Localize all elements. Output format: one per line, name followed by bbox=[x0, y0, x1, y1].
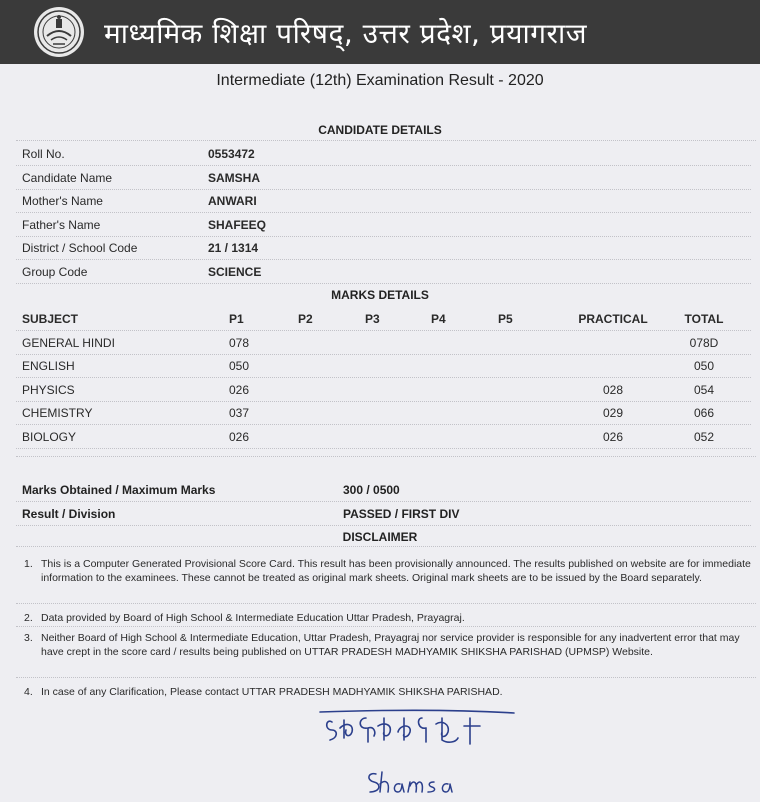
handwritten-signature bbox=[364, 768, 464, 800]
column-header-subject: SUBJECT bbox=[22, 312, 79, 326]
field-label: District / School Code bbox=[22, 241, 138, 255]
p1-cell: 078 bbox=[229, 336, 250, 350]
subject-cell: GENERAL HINDI bbox=[22, 336, 115, 350]
divider bbox=[16, 677, 756, 678]
handwritten-attestation bbox=[318, 704, 518, 748]
table-row bbox=[16, 378, 751, 402]
subject-cell: BIOLOGY bbox=[22, 430, 77, 444]
table-row bbox=[16, 354, 751, 378]
column-header-p4: P4 bbox=[431, 312, 446, 326]
column-header-p2: P2 bbox=[298, 312, 313, 326]
field-label: Father's Name bbox=[22, 218, 101, 232]
total-cell: 052 bbox=[693, 430, 715, 444]
board-emblem-icon bbox=[33, 6, 85, 58]
p1-cell: 026 bbox=[229, 430, 250, 444]
father-name-row bbox=[16, 213, 751, 237]
total-cell: 050 bbox=[693, 359, 715, 373]
field-value: 21 / 1314 bbox=[208, 241, 259, 255]
disclaimer-heading: DISCLAIMER bbox=[342, 530, 418, 544]
field-label: Mother's Name bbox=[22, 194, 103, 208]
practical-cell: 026 bbox=[602, 430, 624, 444]
summary-label: Marks Obtained / Maximum Marks bbox=[22, 483, 216, 497]
disclaimer-text: Neither Board of High School & Intermediate Education, Uttar Pradesh, Prayagraj nor service provider is responsible for any inadvertent error that may have crept in the score card / results being published on UTTAR PRADESH MADHYAMIK SHIKSHA PARISHAD (UPMSP) Website. bbox=[41, 632, 740, 658]
total-cell: 078D bbox=[689, 336, 719, 350]
practical-cell: 029 bbox=[602, 406, 624, 420]
group-code-row bbox=[16, 260, 751, 284]
table-row bbox=[16, 331, 751, 355]
disclaimer-text: In case of any Clarification, Please contact UTTAR PRADESH MADHYAMIK SHIKSHA PARISHAD. bbox=[41, 686, 503, 698]
summary-value: PASSED / FIRST DIV bbox=[343, 507, 460, 521]
marks-obtained-row bbox=[16, 478, 751, 502]
p1-cell: 026 bbox=[229, 383, 250, 397]
field-value: SHAFEEQ bbox=[208, 218, 267, 232]
disclaimer-number: 1. bbox=[24, 558, 33, 570]
exam-title: Intermediate (12th) Examination Result - 2020 bbox=[216, 72, 544, 89]
divider bbox=[16, 456, 756, 457]
total-cell: 054 bbox=[693, 383, 715, 397]
subject-cell: ENGLISH bbox=[22, 359, 75, 373]
divider bbox=[16, 546, 756, 547]
district-school-code-row bbox=[16, 236, 751, 260]
table-row bbox=[16, 401, 751, 425]
header-banner bbox=[0, 0, 760, 64]
field-value: SCIENCE bbox=[208, 265, 262, 279]
disclaimer-number: 3. bbox=[24, 632, 33, 644]
board-title: माध्यमिक शिक्षा परिषद्, उत्तर प्रदेश, प्रयागराज bbox=[104, 17, 588, 50]
subject-cell: CHEMISTRY bbox=[22, 406, 93, 420]
disclaimer-number: 4. bbox=[24, 686, 33, 698]
result-division-row bbox=[16, 502, 751, 526]
marks-table-header bbox=[16, 307, 751, 331]
column-header-p3: P3 bbox=[365, 312, 380, 326]
divider bbox=[16, 626, 756, 627]
marks-details-heading: MARKS DETAILS bbox=[331, 288, 429, 302]
column-header-p5: P5 bbox=[498, 312, 513, 326]
column-header-practical: PRACTICAL bbox=[578, 312, 648, 326]
divider bbox=[16, 140, 756, 141]
candidate-name-row bbox=[16, 166, 751, 190]
divider bbox=[16, 603, 756, 604]
field-value: ANWARI bbox=[208, 194, 257, 208]
subject-cell: PHYSICS bbox=[22, 383, 75, 397]
total-cell: 066 bbox=[693, 406, 715, 420]
field-label: Group Code bbox=[22, 265, 88, 279]
column-header-p1: P1 bbox=[229, 312, 244, 326]
disclaimer-text: This is a Computer Generated Provisional Score Card. This result has been provisionally announced. The results published on website are for immediate information to the examinees. These cannot be treated as original mark sheets. Original mark sheets are to be issued by the Board separately. bbox=[41, 558, 751, 584]
disclaimer-text: Data provided by Board of High School & Intermediate Education Uttar Pradesh, Prayagraj. bbox=[41, 612, 465, 624]
disclaimer-number: 2. bbox=[24, 612, 33, 624]
mother-name-row bbox=[16, 189, 751, 213]
column-header-total: TOTAL bbox=[684, 312, 724, 326]
field-value: SAMSHA bbox=[208, 171, 261, 185]
summary-label: Result / Division bbox=[22, 507, 116, 521]
field-label: Roll No. bbox=[22, 147, 65, 161]
roll-number-row bbox=[16, 142, 751, 166]
practical-cell: 028 bbox=[602, 383, 624, 397]
field-label: Candidate Name bbox=[22, 171, 113, 185]
field-value: 0553472 bbox=[208, 147, 255, 161]
p1-cell: 050 bbox=[229, 359, 250, 373]
candidate-details-heading: CANDIDATE DETAILS bbox=[318, 123, 442, 137]
table-row bbox=[16, 425, 751, 449]
p1-cell: 037 bbox=[229, 406, 250, 420]
summary-value: 300 / 0500 bbox=[343, 483, 400, 497]
